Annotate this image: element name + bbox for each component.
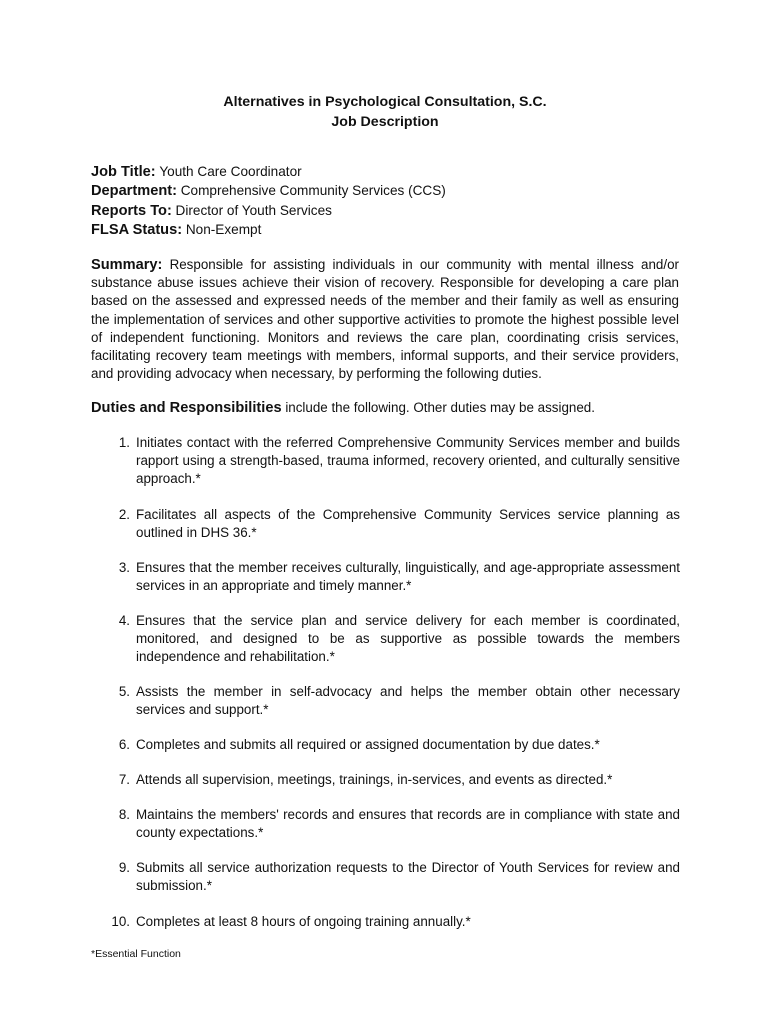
- duty-number: 8.: [118, 807, 130, 822]
- duty-text: Initiates contact with the referred Comprehensive Community Services member and builds rapport using a strength-based, trauma informed, recovery oriented, and culturally sensitive approach.*: [136, 435, 680, 487]
- duty-text: Maintains the members' records and ensures that records are in compliance with state and county expectations.*: [136, 807, 680, 841]
- job-title-value: Youth Care Coordinator: [159, 164, 302, 179]
- duties-intro: include the following. Other duties may be assigned.: [285, 400, 595, 415]
- department-value: Comprehensive Community Services (CCS): [180, 183, 446, 199]
- duty-number: 3.: [118, 560, 130, 575]
- summary-text: Responsible for assisting individuals in our community with mental illness and/or substance abuse issues achieve their vision of recovery. Responsible for developing a care plan based on the assessed and expressed needs of the member and their family as well as ensuring the implementation of services and other supportive activities to promote the highest possible level of independent functioning. Monitors and reviews the care plan, coordinating crisis services, facilitating recovery team meetings with members, informal supports, and their service providers, and providing advocacy when necessary, by performing the following duties.: [91, 257, 679, 382]
- reports-to-value: Director of Youth Services: [175, 202, 332, 218]
- duty-text: Attends all supervision, meetings, trainings, in-services, and events as directed.*: [136, 772, 613, 787]
- duties-heading: [91, 400, 691, 416]
- summary-label: Summary:: [91, 257, 163, 273]
- duty-number: 7.: [118, 772, 130, 787]
- duties-label: Duties and Responsibilities: [91, 400, 282, 416]
- duty-number: 6.: [118, 737, 130, 752]
- document-title: Job Description: [331, 114, 439, 130]
- flsa-status-label: FLSA Status:: [91, 221, 183, 238]
- reports-to-row: [91, 201, 691, 220]
- flsa-status-row: [91, 220, 691, 239]
- summary-paragraph: [91, 256, 679, 383]
- flsa-status-value: Non-Exempt: [185, 221, 262, 237]
- duty-text: Facilitates all aspects of the Comprehensive Community Services service planning as outlined in DHS 36.*: [136, 507, 680, 541]
- duty-text: Submits all service authorization requests to the Director of Youth Services for review and submission.*: [136, 860, 680, 894]
- job-title-label: Job Title:: [91, 164, 156, 180]
- duty-text: Ensures that the member receives culturally, linguistically, and age-appropriate assessment services in an appropriate and timely manner.*: [136, 560, 680, 594]
- duty-number: 4.: [118, 613, 130, 628]
- duty-number: 1.: [118, 435, 130, 450]
- reports-to-label: Reports To:: [91, 202, 172, 219]
- duty-number: 5.: [118, 684, 130, 699]
- duty-number: 2.: [118, 507, 130, 522]
- organization-name: Alternatives in Psychological Consultation, S.C.: [223, 94, 547, 110]
- duty-number: 9.: [118, 860, 130, 875]
- duty-text: Completes and submits all required or assigned documentation by due dates.*: [136, 737, 600, 752]
- job-meta: [91, 162, 691, 239]
- job-title-row: [91, 162, 691, 181]
- duty-text: Completes at least 8 hours of ongoing training annually.*: [136, 914, 471, 929]
- department-row: [91, 181, 691, 200]
- duty-text: Assists the member in self-advocacy and helps the member obtain other necessary services and support.*: [136, 684, 680, 718]
- footnote-essential-function: *Essential Function: [91, 948, 181, 960]
- department-label: Department:: [91, 183, 177, 200]
- duty-text: Ensures that the service plan and service delivery for each member is coordinated, monitored, and designed to be as supportive as possible towards the members independence and rehabilitation.*: [136, 613, 680, 665]
- duty-number: 10.: [111, 914, 130, 929]
